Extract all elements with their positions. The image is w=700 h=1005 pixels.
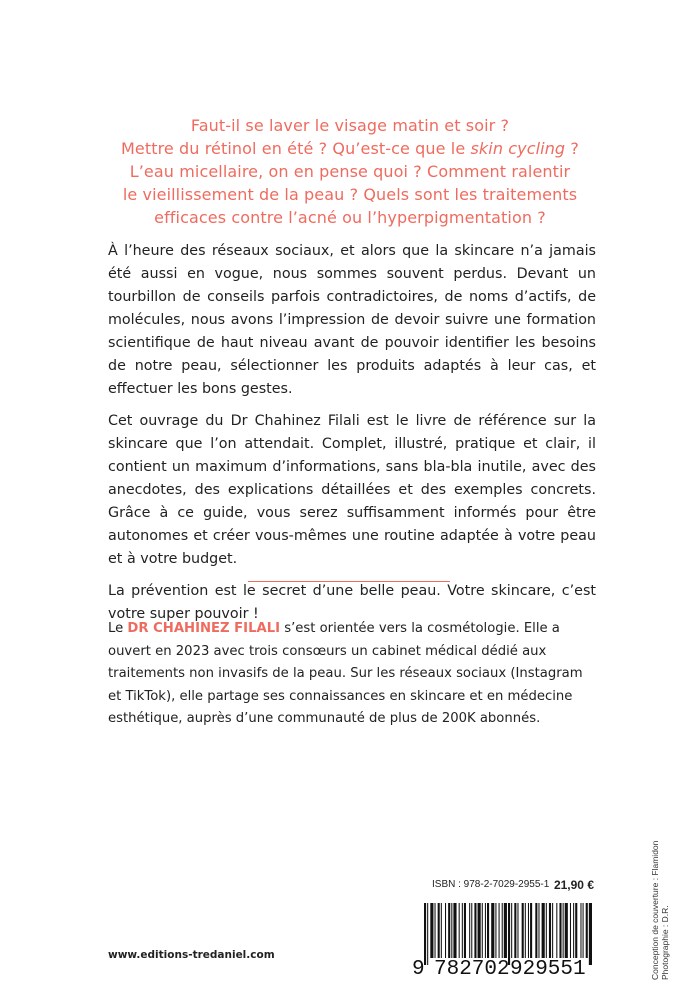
isbn-price-line: [418, 879, 594, 895]
barcode-bar: [495, 903, 496, 958]
barcode-bar: [514, 903, 516, 958]
intro-line-3: L’eau micellaire, on en pense quoi ? Comment ralentir: [129, 162, 571, 181]
barcode-bar: [430, 903, 433, 958]
barcode-bar: [427, 903, 428, 965]
barcode-bar: [559, 903, 561, 958]
intro-line-2-italic: skin cycling: [470, 139, 566, 158]
bio-text: s’est orientée vers la cosmétologie. Elle a ouvert en 2023 avec trois consœurs un cabinet médical dédié aux traitements non invasifs de la peau. Sur les réseaux sociaux (Instagram et TikTok), elle partage ses connaissances en skincare et en médecine esthétique, auprès d’une communauté de plus de 200K abonnés.: [108, 621, 583, 726]
barcode-bar: [522, 903, 524, 958]
barcode-bar: [552, 903, 553, 958]
barcode-bar: [542, 903, 545, 958]
credits: [650, 802, 670, 980]
credits-photography: Photographie : D.R.: [660, 905, 670, 980]
barcode-bar: [469, 903, 470, 958]
barcode-digits: [410, 958, 598, 986]
barcode-bar: [491, 903, 494, 958]
barcode-bar: [580, 903, 581, 958]
barcode-bar: [448, 903, 450, 958]
barcode-bar: [556, 903, 557, 958]
publisher-website: www.editions-tredaniel.com: [108, 949, 275, 961]
barcode-bar: [504, 903, 507, 958]
barcode-bar: [511, 903, 512, 958]
barcode-bar: [563, 903, 564, 958]
barcode-bar: [549, 903, 551, 958]
isbn-text: ISBN : 978-2-7029-2955-1: [432, 879, 550, 890]
barcode-bar: [583, 903, 584, 958]
barcode-bar: [517, 903, 518, 958]
barcode-digits-right: 929551: [510, 958, 586, 981]
credits-text: [650, 841, 670, 980]
barcode-bar: [445, 903, 446, 958]
author-bio: [108, 618, 596, 731]
credits-cover-design: Conception de couverture : Flamidon: [650, 840, 660, 980]
price-text: 21,90 €: [553, 878, 594, 892]
barcode-bar: [462, 903, 463, 958]
barcode-bar: [546, 903, 547, 958]
barcode-digit-first: 9: [412, 958, 425, 981]
description-paragraph-2: Cet ouvrage du Dr Chahinez Filali est le livre de référence sur la skincare que l’on attendait. Complet, illustré, pratique et clair, il contient un maximum d’informations, sans bla-bla inutile, avec des anecdotes, des explications détaillées et des exemples concrets. Grâce à ce guide, vous serez suffisamment informés pour être autonomes et créer vous-mêmes une routine adaptée à votre peau et à votre budget.: [108, 413, 596, 567]
barcode-bar: [474, 903, 476, 958]
barcode-bar: [589, 903, 592, 965]
barcode-bar: [575, 903, 577, 958]
barcode-bar: [502, 903, 503, 958]
intro-line-4: le vieillissement de la peau ? Quels sont les traitements: [122, 185, 578, 204]
barcode-bar: [573, 903, 574, 958]
barcode-bar: [530, 903, 532, 958]
barcode-bar: [487, 903, 489, 958]
intro-line-2-end: ?: [565, 139, 579, 158]
barcode-bar: [570, 903, 571, 958]
barcode-bar: [565, 903, 568, 958]
barcode-bar: [525, 903, 526, 958]
intro-line-2: [100, 137, 600, 160]
barcode-bar: [453, 903, 456, 958]
barcode-bar: [459, 903, 460, 958]
barcode-bar: [535, 903, 537, 958]
barcode-bar: [438, 903, 440, 958]
barcode-bar: [464, 903, 466, 958]
barcode-bar: [482, 903, 483, 958]
intro-line-1: Faut-il se laver le visage matin et soir ?: [190, 116, 510, 135]
barcode-bar: [538, 903, 539, 958]
book-description: [108, 240, 596, 635]
bio-prefix: Le: [108, 621, 128, 636]
barcode-bar: [586, 903, 588, 958]
barcode-bar: [499, 903, 500, 958]
barcode-bar: [508, 903, 510, 965]
barcode-digits-left: 782702: [434, 958, 510, 981]
barcode-bar: [478, 903, 481, 958]
barcode-bar: [441, 903, 442, 958]
intro-line-2-start: Mettre du rétinol en été ? Qu’est-ce que le: [121, 139, 471, 158]
barcode-bar: [451, 903, 452, 958]
description-paragraph-3: La prévention est le secret d’une belle peau. Votre skincare, c’est votre super pouvoir !: [108, 583, 596, 622]
section-divider: [248, 581, 450, 582]
description-paragraph-1: À l’heure des réseaux sociaux, et alors que la skincare n’a jamais été aussi en vogue, nous sommes souvent perdus. Devant un tourbillon de conseils parfois contradictoires, de noms d’actifs, de molécules, nous avons l’impression de devoir suivre une formation scientifique de haut niveau avant de pouvoir identifier les besoins de notre peau, sélectionner les produits adaptés à leur cas, et effectuer les bons gestes.: [108, 243, 596, 397]
author-name: DR CHAHINEZ FILALI: [127, 621, 281, 636]
barcode-bar: [471, 903, 472, 958]
intro-questions: [100, 114, 600, 229]
barcode-bar: [485, 903, 486, 958]
barcode-bar: [528, 903, 529, 958]
intro-line-5: efficaces contre l’acné ou l’hyperpigmentation ?: [154, 208, 546, 227]
barcode-bar: [435, 903, 436, 958]
barcode-bar: [424, 903, 426, 965]
